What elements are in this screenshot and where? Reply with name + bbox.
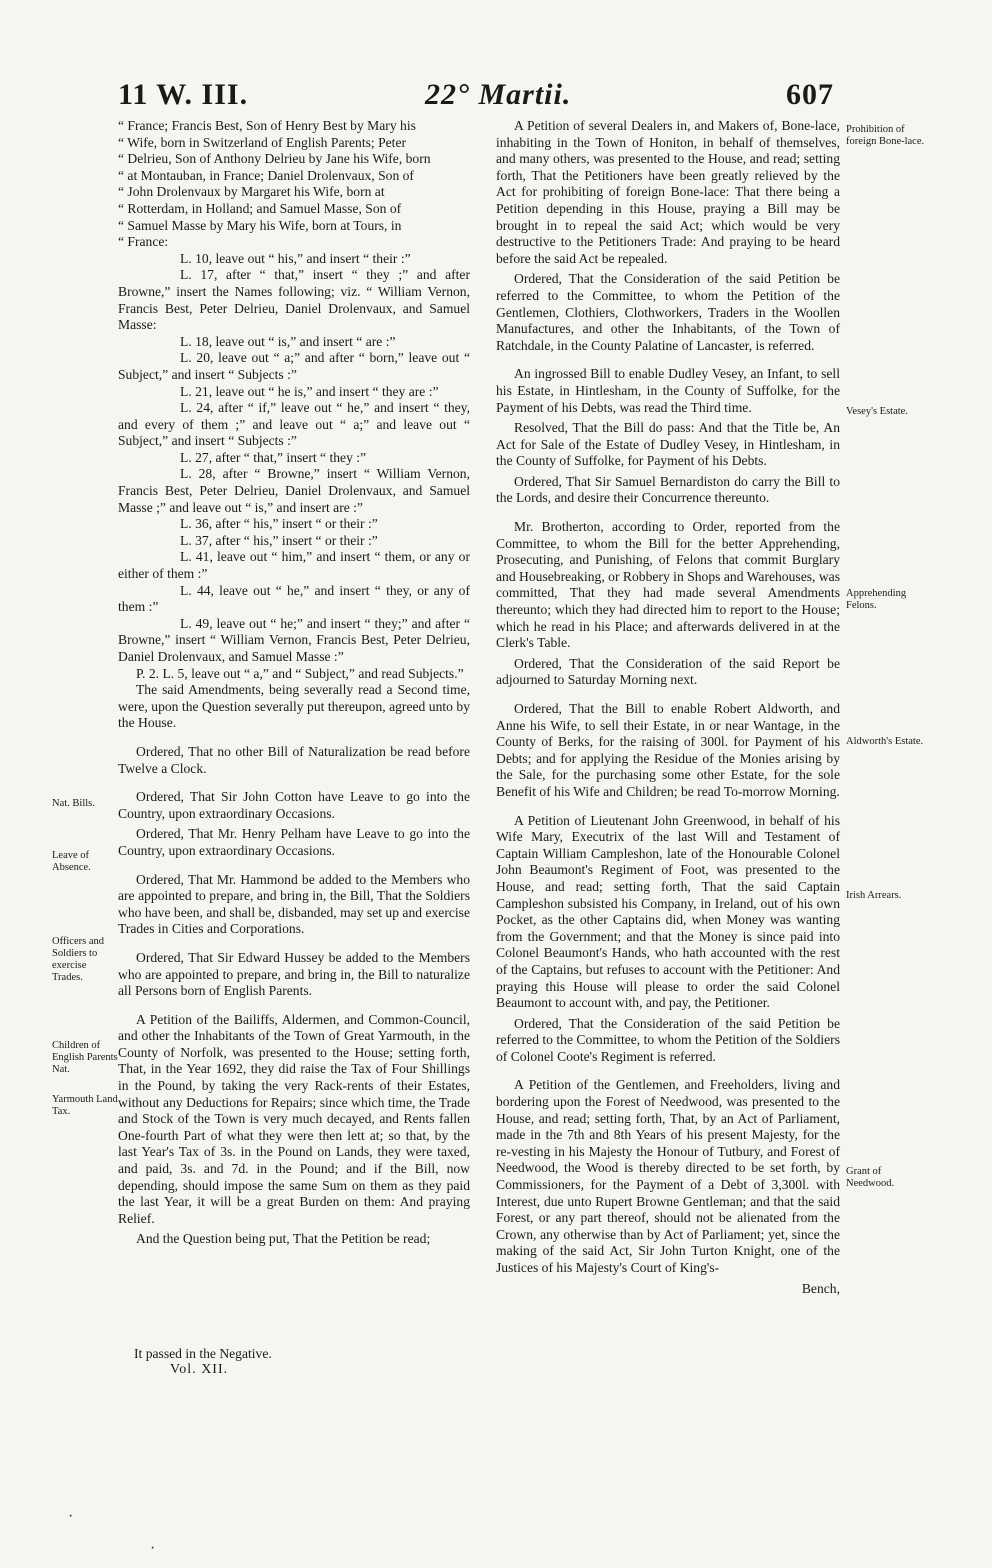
amendment: L. 27, after “ that,” insert “ they :”: [180, 449, 367, 465]
quoted-line: “ Samuel Masse by Mary his Wife, born at Tours, in: [118, 217, 402, 233]
amendment: L. 10, leave out “ his,” and insert “ their :”: [180, 250, 411, 266]
quoted-line: “ France:: [118, 234, 169, 250]
felons-report: Mr. Brotherton, according to Order, reported from the Committee, to whom the Bill for the better Apprehending, Prosecuting, and Punishing, of Felons that commit Burglary and Housebreaking, or Robbery in Shops and Warehouses, was committed, That they had made several Amendments thereunto; which they had directed him to report to the House; which he read in his Place; and afterwards delivered in at the Clerk's Table.: [496, 519, 840, 651]
margin-note-yarmouth-land-tax: Yarmouth Land Tax.: [52, 1094, 118, 1117]
amendment: P. 2. L. 5, leave out “ a,” and “ Subject,” and read Subjects.”: [136, 665, 464, 681]
amendment: L. 37, after “ his,” insert “ or their :”: [180, 532, 378, 548]
order-leave-cotton: Ordered, That Sir John Cotton have Leave to go into the Country, upon extraordinary Occasions.: [118, 789, 470, 821]
catchword: Bench,: [801, 1280, 840, 1296]
question-put: And the Question being put, That the Petition be read;: [136, 1231, 431, 1247]
order-hussey: Ordered, That Sir Edward Hussey be added to the Members who are appointed to prepare, and bring in, the Bill to naturalize all Persons born of English Parents.: [118, 949, 470, 999]
yarmouth-petition: A Petition of the Bailiffs, Aldermen, and Common-Council, and other the Inhabitants of the Town of Great Yarmouth, in the County of Norfolk, was presented to the House; setting forth, That, in the Year 1692, they did raise the Tax of Four Shillings in the Pound, by taking the very Rack-rents of their Estates, without any Deductions for Repairs; since which time, the Trade and Stock of the Town is very much decayed, and Rents fallen One-fourth Part of what they were then lett at; so that, by the last Year's Tax of 3s. in the Pound on Lands, they were taxed, and paid, 3s. and 7d. in the Pound; and if the Bill, now depending, should impose the same Sum on them as they paid the last Year, it will be a great Burden on them: And praying Relief.: [118, 1011, 470, 1226]
aldworth-order: Ordered, That the Bill to enable Robert Aldworth, and Anne his Wife, to sell their Estate, in or near Wantage, in the County of Berks, for the raising of 300l. for Payment of his Debts; and for applying the Residue of the Monies arising by the Sale, for the purchasing some other Estate, for the sole Benefit of his Wife and Children; be read To-morrow Morning.: [496, 701, 840, 799]
greenwood-petition: A Petition of Lieutenant John Greenwood, in behalf of his Wife Mary, Executrix of the last Will and Testament of Captain William Campleshon, late of the Honourable Colonel John Beaumont's Regiment of Foot, was presented to the House, and read; setting forth, That the said Captain Campleshon subsisted his Company, in Ireland, out of his own Pocket, as the other Captains did, when Money was wanting from the Government; and that the Money is since paid into Colonel Beaumont's Hands, who hath accounted with the rest of the Captains, but refuses to account with the Petitioner: And praying this House will please to order the said Colonel Beaumont to account with, and pay, the Petitioner.: [496, 812, 840, 1011]
amendment: L. 28, after “ Browne,” insert “ William Vernon, Francis Best, Peter Delrieu, Daniel Drolenvaux, and Samuel Masse ;” and leave out “ is,” and insert are :”: [118, 466, 470, 515]
bone-lace-petition: A Petition of several Dealers in, and Makers of, Bone-lace, inhabiting in the Town of Honiton, in behalf of themselves, and many others, was presented to the House, and read; setting forth, That the Petitioners have been greatly relieved by the Act for prohibiting of foreign Bone-lace: That there being a Petition depending in this House, praying a Bill may be brought in to repeal the said Act; which would be very destructive to the Petitioners Trade: And praying to be heard before the said Act be repealed.: [496, 118, 840, 266]
margin-note-vesey: Vesey's Estate.: [846, 406, 908, 417]
bone-lace-order: Ordered, That the Consideration of the said Petition be referred to the Committee, to whom the Petition of the Gentlemen, Clothiers, Clothworkers, Traders in the Woollen Manufactures, and other the Inhabitants, of the Town of Ratchdale, in the County Palatine of Lancaster, is referred.: [496, 271, 840, 353]
negative-result: It passed in the Negative.: [134, 1346, 272, 1361]
amendment: L. 36, after “ his,” insert “ or their :”: [180, 516, 378, 532]
margin-note-children-english-parents: Children of English Parents Nat.: [52, 1040, 118, 1075]
amendment: L. 44, leave out “ he,” and insert “ they, or any of them :”: [118, 582, 470, 615]
second-reading-paragraph: The said Amendments, being severally read a Second time, were, upon the Question severally put thereupon, agreed unto by the House.: [118, 682, 470, 731]
margin-note-aldworth: Aldworth's Estate.: [846, 736, 924, 747]
quoted-line: “ Wife, born in Switzerland of English Parents; Peter: [118, 134, 407, 150]
running-head-regnal-year: 11 W. III.: [118, 78, 249, 111]
margin-note-irish-arrears: Irish Arrears.: [846, 890, 902, 901]
margin-note-leave-of-absence: Leave of Absence.: [52, 850, 91, 873]
order-hammond: Ordered, That Mr. Hammond be added to the Members who are appointed to prepare, and bring in, the Bill, That the Soldiers who have been, and shall be, disbanded, may set up and exercise Trades in Cities and Corporations.: [118, 871, 470, 937]
margin-note-needwood: Grant of Needwood.: [846, 1166, 895, 1189]
volume-signature: Vol. XII.: [170, 1362, 229, 1377]
quoted-line: “ France; Francis Best, Son of Henry Best by Mary his: [118, 118, 416, 133]
quoted-line: “ Delrieu, Son of Anthony Delrieu by Jane his Wife, born: [118, 151, 431, 167]
greenwood-order: Ordered, That the Consideration of the said Petition be referred to the Committee, to whom the Petition of the Soldiers of Colonel Coote's Regiment is referred.: [496, 1015, 840, 1064]
running-head-date: 22° Martii.: [425, 78, 572, 111]
amendment: L. 20, leave out “ a;” and after “ born,” leave out “ Subject,” and insert “ Subjects :”: [118, 350, 470, 382]
margin-note-bone-lace: Prohibition of foreign Bone-lace.: [846, 124, 925, 147]
amendment: L. 41, leave out “ him,” and insert “ them, or any or either of them :”: [118, 549, 470, 582]
amendment: L. 24, after “ if,” leave out “ he,” and insert “ they, and every of them ;” and leave out “ a;” and leave out “ Subject,” and insert “ Subjects :”: [118, 400, 470, 449]
felons-order: Ordered, That the Consideration of the said Report be adjourned to Saturday Morning next.: [496, 655, 840, 688]
margin-note-felons: Apprehending Felons.: [846, 588, 907, 611]
right-column: [496, 118, 840, 1297]
order-nat-bills: Ordered, That no other Bill of Naturalization be read before Twelve a Clock.: [118, 743, 470, 776]
page-number: 607: [786, 78, 834, 111]
vesey-order: Ordered, That Sir Samuel Bernardiston do carry the Bill to the Lords, and desire their Concurrence thereunto.: [496, 473, 840, 506]
margin-note-nat-bills: Nat. Bills.: [52, 798, 95, 809]
quoted-line: “ John Drolenvaux by Margaret his Wife, born at: [118, 184, 385, 200]
ink-speck: ·: [68, 1508, 74, 1525]
ink-speck: ·: [150, 1540, 156, 1557]
amendment: L. 49, leave out “ he;” and insert “ they;” and after “ Browne,” insert “ William Vernon, Francis Best, Peter Delrieu, Daniel Drolenvaux, and Samuel Masse :”: [118, 615, 470, 664]
needwood-petition: A Petition of the Gentlemen, and Freeholders, living and bordering upon the Forest of Needwood, was presented to the House, and read; setting forth, That, by an Act of Parliament, made in the 7th and 8th Years of his present Majesty, for the re-vesting in his Majesty the Honour of Tutbury, and Forest of Needwood, the Wood is thereby directed to be set forth, by Commissioners, for the Payment of a Debt of 3,300l. with Interest, due unto Rupert Browne Gentleman; and that the said Forest, or any part thereof, should not be alienated from the Crown, any otherwise than by Act of Parliament; yet, since the making of the said Act, Sir John Turton Knight, one of the Justices of his Majesty's Court of King's-: [496, 1077, 840, 1275]
quoted-line: “ Rotterdam, in Holland; and Samuel Masse, Son of: [118, 200, 402, 216]
quoted-line: “ at Montauban, in France; Daniel Drolenvaux, Son of: [118, 167, 414, 183]
amendment: L. 21, leave out “ he is,” and insert “ they are :”: [180, 383, 439, 399]
left-column: [118, 118, 470, 1252]
vesey-bill: An ingrossed Bill to enable Dudley Vesey, an Infant, to sell his Estate, in Hintlesham, in the County of Suffolke, for the Payment of his Debts, was read the Third time.: [496, 366, 840, 415]
amendment: L. 18, leave out “ is,” and insert “ are :”: [180, 333, 396, 349]
amendment: L. 17, after “ that,” insert “ they ;” and after Browne,” insert the Names following; viz. “ William Vernon, Francis Best, Peter Delrieu, Daniel Drolenvaux, and Samuel Masse:: [118, 267, 470, 333]
vesey-resolved: Resolved, That the Bill do pass: And that the Title be, An Act for Sale of the Estate of Dudley Vesey, in Hintlesham, in the County of Suffolke, for Payment of his Debts.: [496, 420, 840, 469]
margin-note-officers-soldiers: Officers and Soldiers to exercise Trades.: [52, 936, 104, 983]
order-leave-pelham: Ordered, That Mr. Henry Pelham have Leave to go into the Country, upon extraordinary Occasions.: [118, 826, 470, 858]
